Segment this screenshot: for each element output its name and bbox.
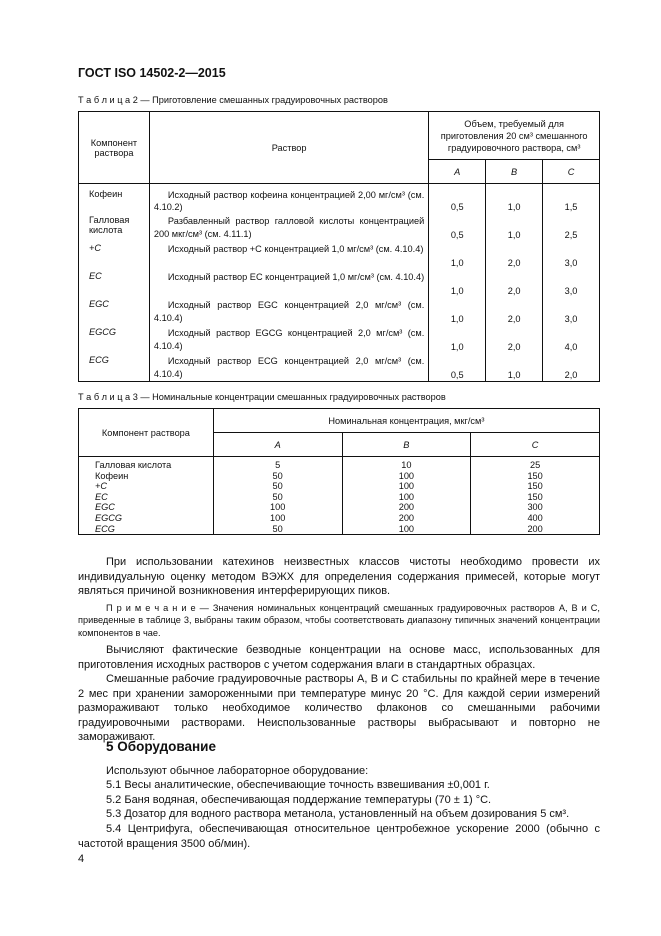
- t2-cell-b: 1,0: [486, 353, 543, 381]
- table-row: [79, 269, 600, 297]
- t2-cell-b: 1,0: [486, 213, 543, 241]
- t3-cell-c: 25: [471, 457, 600, 471]
- t3-cell-b: 10: [342, 457, 471, 471]
- table-row: [79, 457, 600, 471]
- table-row: [79, 524, 600, 535]
- t3-sub-c: C: [471, 433, 600, 457]
- t2-cell-b: 2,0: [486, 297, 543, 325]
- table-row: [79, 481, 600, 492]
- paragraph-concentrations: Вычисляют фактические безводные концентрации на основе масс, использованных для приготовления исходных растворов с учетом содержания влаги в стандартных образцах.: [78, 644, 600, 671]
- t2-cell-c: 3,0: [543, 241, 600, 269]
- t3-cell-c: 200: [471, 524, 600, 535]
- t3-cell-a: 50: [213, 481, 342, 492]
- t3-cell-b: 100: [342, 481, 471, 492]
- table-row: [79, 513, 600, 524]
- t2-header-solution: Раствор: [149, 112, 428, 184]
- t2-cell-component: EC: [79, 269, 150, 297]
- t3-cell-c: 150: [471, 471, 600, 482]
- table-row: [79, 241, 600, 269]
- t2-cell-component: ECG: [79, 353, 150, 381]
- t2-cell-a: 1,0: [429, 241, 486, 269]
- t3-cell-component: EGCG: [79, 513, 214, 524]
- t2-cell-solution: Исходный раствор EC концентрацией 1,0 мг/см³ (см. 4.10.4): [149, 269, 428, 297]
- t2-cell-c: 3,0: [543, 297, 600, 325]
- paragraph-purity: При использовании катехинов неизвестных классов чистоты необходимо провести их индивидуальную оценку методом ВЭЖХ для определения содержания примесей, которые могут являться причиной возникновения интерферирующих пиков.: [78, 556, 600, 598]
- t2-cell-component: EGCG: [79, 325, 150, 353]
- t3-cell-a: 100: [213, 513, 342, 524]
- t2-cell-c: 1,5: [543, 184, 600, 214]
- table2-caption: Т а б л и ц а 2 — Приготовление смешанных градуировочных растворов: [78, 95, 388, 105]
- equipment-intro: Используют обычное лабораторное оборудование:: [106, 765, 369, 777]
- table3: [78, 408, 600, 535]
- equipment-item-5-3: 5.3 Дозатор для водного раствора метанола, установленный на объем дозирования 5 см³.: [106, 808, 570, 820]
- t2-cell-component: Кофеин: [79, 184, 150, 214]
- t3-cell-b: 100: [342, 492, 471, 503]
- t2-cell-component: +C: [79, 241, 150, 269]
- t2-cell-solution: Исходный раствор ECG концентрацией 2,0 мг/см³ (см. 4.10.4): [149, 353, 428, 381]
- t3-cell-c: 400: [471, 513, 600, 524]
- t2-cell-solution: Исходный раствор EGC концентрацией 2,0 мг/см³ (см. 4.10.4): [149, 297, 428, 325]
- t2-cell-b: 2,0: [486, 241, 543, 269]
- t2-cell-solution: Исходный раствор EGCG концентрацией 2,0 мг/см³ (см. 4.10.4): [149, 325, 428, 353]
- equipment-item-5-4: 5.4 Центрифуга, обеспечивающая относительное центробежное ускорение 2000 (обычно с частотой вращения 3500 об/мин).: [78, 823, 600, 850]
- t2-cell-a: 0,5: [429, 353, 486, 381]
- t3-header-component: Компонент раствора: [79, 409, 214, 457]
- table-row: [79, 353, 600, 381]
- section-5-title: 5 Оборудование: [106, 739, 216, 754]
- t3-cell-component: EC: [79, 492, 214, 503]
- table3-caption: Т а б л и ц а 3 — Номинальные концентрации смешанных градуировочных растворов: [78, 392, 446, 402]
- t2-sub-b: B: [486, 160, 543, 184]
- t3-cell-a: 50: [213, 492, 342, 503]
- t2-sub-a: A: [429, 160, 486, 184]
- t3-cell-a: 50: [213, 471, 342, 482]
- table-row: [79, 492, 600, 503]
- t3-cell-component: +C: [79, 481, 214, 492]
- t2-cell-a: 0,5: [429, 213, 486, 241]
- table-row: [79, 502, 600, 513]
- t2-cell-c: 2,0: [543, 353, 600, 381]
- equipment-item-5-2: 5.2 Баня водяная, обеспечивающая поддержание температуры (70 ± 1) °C.: [106, 794, 492, 806]
- t2-header-volume: Объем, требуемый для приготовления 20 см³ смешанного градуировочного раствора, см³: [429, 112, 600, 160]
- t3-cell-a: 5: [213, 457, 342, 471]
- table-row: [79, 184, 600, 214]
- t3-cell-b: 200: [342, 502, 471, 513]
- table-row: [79, 297, 600, 325]
- table-row: [79, 471, 600, 482]
- table2: [78, 111, 600, 382]
- table-row: [79, 325, 600, 353]
- t2-cell-component: EGC: [79, 297, 150, 325]
- t3-cell-component: Кофеин: [79, 471, 214, 482]
- t2-cell-solution: Исходный раствор +C концентрацией 1,0 мг/см³ (см. 4.10.4): [149, 241, 428, 269]
- t2-header-component: Компонент раствора: [79, 112, 150, 184]
- paragraph-stability: Смешанные рабочие градуировочные растворы A, B и C стабильны по крайней мере в течение 2 мес при хранении замороженными при температуре минус 20 °C. Для каждой серии измерений размораживают только необходимое количество флаконов со смешанными рабочими градуировочными растворами. Неиспользованные растворы выбрасывают и повторно не замораживают.: [78, 673, 600, 744]
- table-row: [79, 213, 600, 241]
- page-number: 4: [78, 853, 85, 865]
- t2-cell-solution: Разбавленный раствор галловой кислоты концентрацией 200 мкг/см³ (см. 4.11.1): [149, 213, 428, 241]
- t2-cell-a: 1,0: [429, 325, 486, 353]
- t3-sub-a: A: [213, 433, 342, 457]
- t3-cell-b: 200: [342, 513, 471, 524]
- t2-cell-a: 0,5: [429, 184, 486, 214]
- t3-sub-b: B: [342, 433, 471, 457]
- t3-cell-c: 150: [471, 492, 600, 503]
- t3-cell-component: Галловая кислота: [79, 457, 214, 471]
- t3-cell-b: 100: [342, 471, 471, 482]
- t3-cell-component: EGC: [79, 502, 214, 513]
- t3-cell-component: ECG: [79, 524, 214, 535]
- t3-cell-c: 300: [471, 502, 600, 513]
- t3-header-conc: Номинальная концентрация, мкг/см³: [213, 409, 599, 433]
- t3-cell-c: 150: [471, 481, 600, 492]
- t3-cell-b: 100: [342, 524, 471, 535]
- t2-sub-c: C: [543, 160, 600, 184]
- t2-cell-c: 4,0: [543, 325, 600, 353]
- t3-cell-a: 100: [213, 502, 342, 513]
- t2-cell-b: 2,0: [486, 325, 543, 353]
- t3-cell-a: 50: [213, 524, 342, 535]
- t2-cell-c: 3,0: [543, 269, 600, 297]
- t2-cell-solution: Исходный раствор кофеина концентрацией 2,00 мг/см³ (см. 4.10.2): [149, 184, 428, 214]
- t2-cell-a: 1,0: [429, 269, 486, 297]
- document-header: ГОСТ ISO 14502-2—2015: [78, 66, 226, 80]
- t2-cell-c: 2,5: [543, 213, 600, 241]
- equipment-item-5-1: 5.1 Весы аналитические, обеспечивающие точность взвешивания ±0,001 г.: [106, 779, 490, 791]
- note: П р и м е ч а н и е — Значения номинальных концентраций смешанных градуировочных растворов A, B и C, приведенные в таблице 3, выбраны таким образом, чтобы соответствовать диапазону типичных значений концентрации компонентов в чае.: [78, 603, 600, 638]
- t2-cell-component: Галловая кислота: [79, 213, 150, 241]
- t2-cell-b: 1,0: [486, 184, 543, 214]
- t2-cell-b: 2,0: [486, 269, 543, 297]
- t2-cell-a: 1,0: [429, 297, 486, 325]
